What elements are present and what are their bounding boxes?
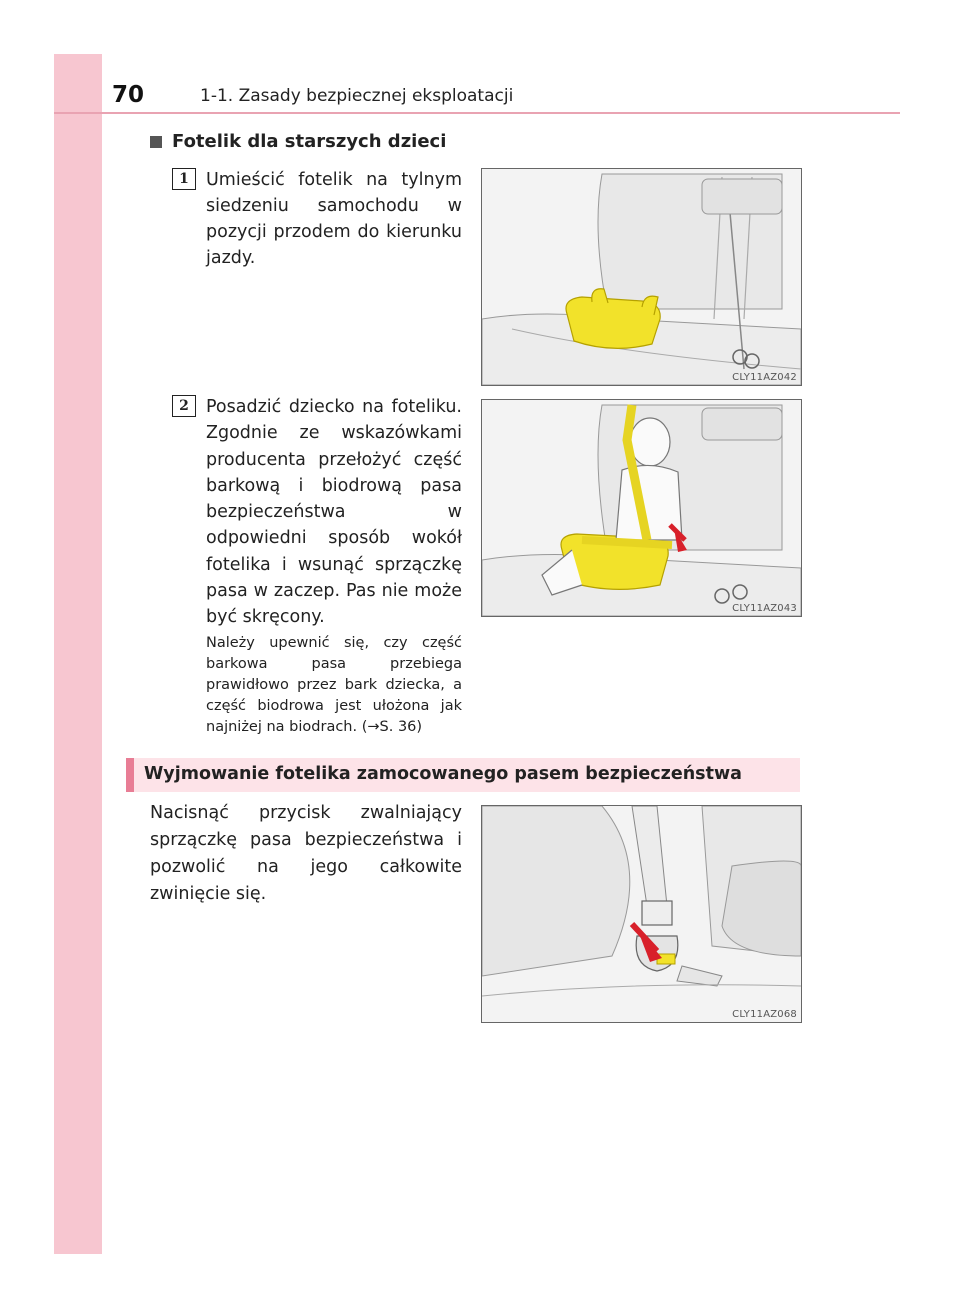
page-number: 70	[112, 82, 145, 108]
square-bullet-icon	[150, 136, 162, 148]
step-number-2: 2	[172, 395, 196, 417]
step-2-note: Należy upewnić się, czy część barkowa pasa przebiega prawidłowo przez bark dziecka, a część biodrowa jest ułożona jak najniżej na biodrach. (→S. 36)	[206, 635, 462, 735]
buckle-release-illustration	[482, 806, 801, 1022]
figure-code: CLY11AZ042	[732, 372, 797, 383]
step-number-1: 1	[172, 168, 196, 190]
banner-accent-bar	[126, 758, 134, 792]
figure-code: CLY11AZ068	[732, 1009, 797, 1020]
figure-booster-on-seat	[481, 168, 802, 386]
removal-text: Nacisnąć przycisk zwalniający sprzączkę pasa bezpieczeństwa i pozwolić na jego całkowite zwinięcie się.	[150, 803, 462, 904]
side-color-band	[54, 54, 102, 1254]
subsection-title: Fotelik dla starszych dzieci	[172, 131, 447, 152]
child-booster-illustration	[482, 400, 801, 616]
figure-child-in-booster	[481, 399, 802, 617]
section-title: 1-1. Zasady bezpiecznej eksploatacji	[200, 86, 514, 106]
rear-seat-illustration	[482, 169, 801, 385]
header-divider	[54, 112, 900, 114]
removal-section-title: Wyjmowanie fotelika zamocowanego pasem bezpieczeństwa	[144, 764, 742, 784]
figure-code: CLY11AZ043	[732, 603, 797, 614]
figure-buckle-release	[481, 805, 802, 1023]
subsection-heading	[150, 131, 446, 152]
step-2-text: Posadzić dziecko na foteliku. Zgodnie ze wskazówkami producenta przełożyć część barkową i biodrową pasa bezpieczeństwa w odpowiedni sposób wokół fotelika i wsunąć sprzączkę pasa w zaczep. Pas nie może być skręcony.	[206, 397, 462, 628]
removal-section-banner	[126, 758, 800, 792]
step-1-text: Umieścić fotelik na tylnym siedzeniu samochodu w pozycji przodem do kierunku jazdy.	[206, 170, 462, 268]
